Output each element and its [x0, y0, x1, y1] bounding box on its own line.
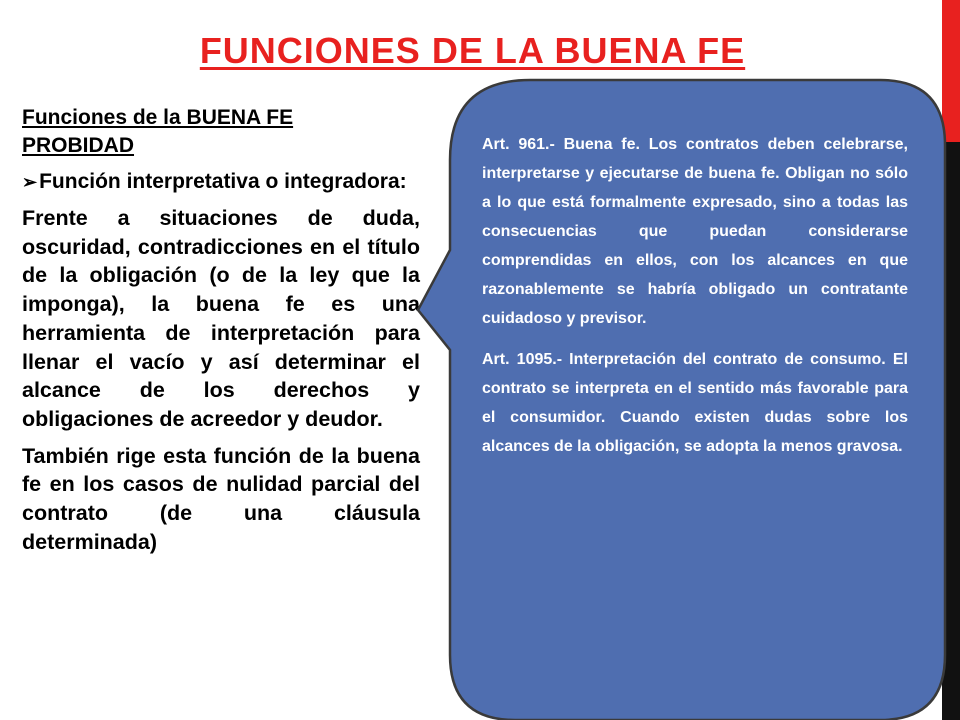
article-961: Art. 961.- Buena fe. Los contratos deben celebrarse, interpretarse y ejecutarse de buena fe. Obligan no sólo a lo que está formalmente expresado, sino a todas las consecuencias que puedan considerarse comprendidas en ellos, con los alcances en que razonablemente se habría obligado un contratante cuidadoso y previsor. [482, 136, 908, 327]
callout-text [482, 130, 908, 473]
bullet-text: Función interpretativa o integradora: [39, 170, 407, 193]
paragraph-interpretation: Frente a situaciones de duda, oscuridad, contradicciones en el título de la obligación (o de la ley que la imponga), la buena fe es una herramienta de interpretación para llenar el vacío y así determinar el alcance de los derechos y obligaciones de acreedor y deudor. [22, 206, 420, 431]
article-1095: Art. 1095.- Interpretación del contrato de consumo. El contrato se interpreta en el sentido más favorable para el consumidor. Cuando existen dudas sobre los alcances de la obligación, se adopta la menos gravosa. [482, 351, 908, 455]
heading-line-1: Funciones de la BUENA FE [22, 106, 294, 129]
paragraph-partial-nullity: También rige esta función de la buena fe en los casos de nulidad parcial del contrato (de una cláusula determinada) [22, 443, 420, 554]
heading-line-2: PROBIDAD [22, 134, 135, 157]
arrow-bullet-icon: ➢ [22, 172, 38, 192]
slide-title: FUNCIONES DE LA BUENA FE [199, 30, 746, 71]
